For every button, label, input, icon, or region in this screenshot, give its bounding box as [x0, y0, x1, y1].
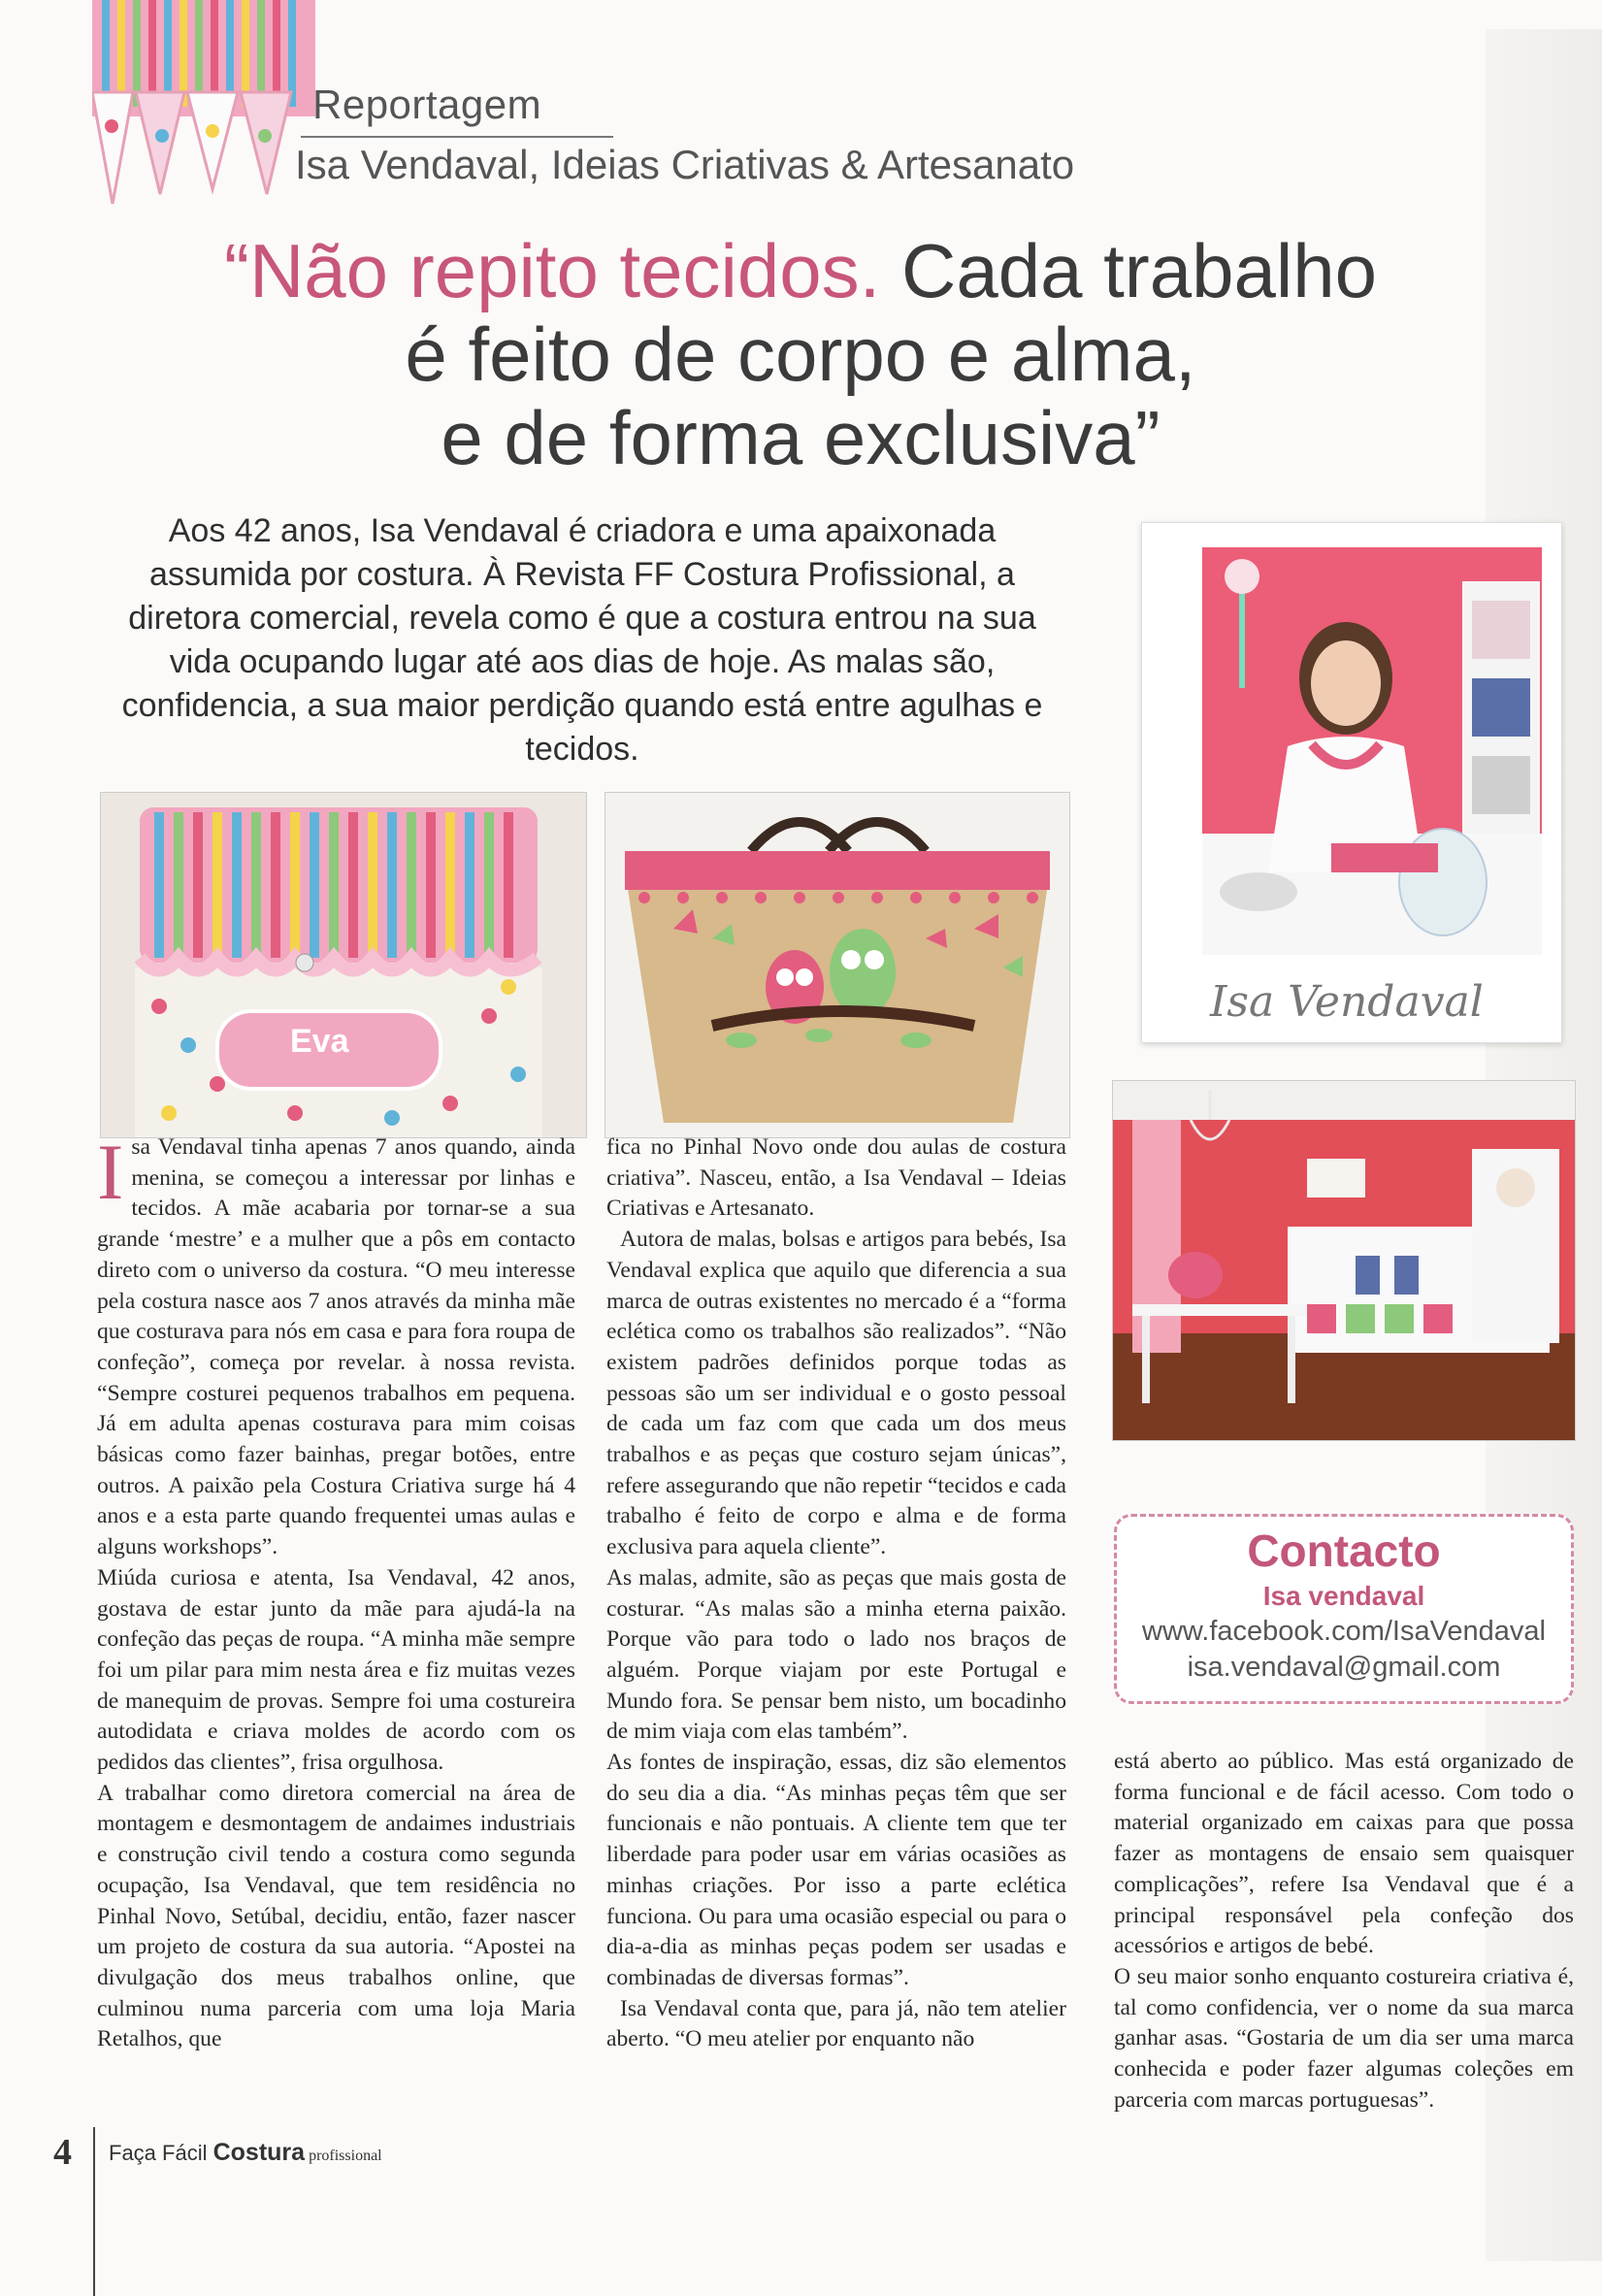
- bag-name-label: Eva: [290, 1023, 349, 1060]
- headline-line3: e de forma exclusiva”: [441, 395, 1161, 480]
- straw-bag-illustration: [605, 793, 1069, 1137]
- contact-box: [1114, 1514, 1574, 1704]
- magazine-suffix: profissional: [305, 2148, 382, 2164]
- section-label: Reportagem: [312, 82, 542, 127]
- footer-divider: [93, 2127, 95, 2296]
- contact-name: Isa vendaval: [1262, 1581, 1425, 1611]
- contact-email-link[interactable]: isa.vendaval@gmail.com: [1187, 1652, 1501, 1683]
- magazine-prefix: Faça Fácil: [109, 2141, 213, 2165]
- photo-straw-bag: [605, 792, 1070, 1138]
- bunting-decoration: [92, 0, 315, 209]
- atelier-room-illustration: [1113, 1081, 1575, 1440]
- contact-facebook-link[interactable]: www.facebook.com/IsaVendaval: [1142, 1616, 1546, 1647]
- col2-paragraph-1: fica no Pinhal Novo onde dou aulas de costura criativa”. Nasceu, então, a Isa Vendaval – Ideias Criativas e Artesanato.: [606, 1134, 1066, 1222]
- col3-paragraph-1: está aberto ao público. Mas está organizado de forma funcional e de fácil acesso. Com todo o material organizado em caixas para que possa fazer as montagens de ensaio sem quaisquer complicações”, refere Isa Vendaval que é a principal responsável pela confeção dos acessórios e artigos de bebé.: [1114, 1749, 1574, 1959]
- col2-paragraph-4: As fontes de inspiração, essas, diz são elementos do seu dia a dia. “As minhas peças têm que ser funcionais e não pontuais. A cliente tem que ter liberdade para poder usar em várias ocasiões as minhas criações. Por isso a parte eclética funciona. Ou para uma ocasião especial ou para o dia-a-dia as minhas peças podem ser usadas e combinadas de diversas formas”.: [606, 1750, 1066, 1990]
- section-divider: [301, 136, 613, 138]
- magazine-name: [109, 2139, 382, 2167]
- dropcap: I: [97, 1128, 124, 1216]
- article-column-3: [1114, 1747, 1574, 2116]
- photo-patchwork-bag: [100, 792, 587, 1138]
- col2-paragraph-5: Isa Vendaval conta que, para já, não tem atelier aberto. “O meu atelier por enquanto não: [606, 1995, 1066, 2052]
- headline: [97, 229, 1504, 479]
- col1-paragraph-3: A trabalhar como diretora comercial na área de montagem e desmontagem de andaimes industriais e construção civil tendo a costura como segunda ocupação, Isa Vendaval, que tem residência no Pinhal Novo, Setúbal, decidiu, então, fazer nascer um projeto de costura da sua autoria. “Apostei na divulgação dos meus trabalhos online, que culminou numa parceria com uma loja Maria Retalhos, que: [97, 1780, 575, 2052]
- col3-paragraph-2: O seu maior sonho enquanto costureira criativa é, tal como confidencia, ver o nome da sua marca ganhar asas. “Gostaria de um dia ser uma marca conhecida e poder fazer algumas coleções em parceria com marcas portuguesas”.: [1114, 1963, 1574, 2113]
- photo-atelier-room: [1112, 1080, 1576, 1441]
- page-number: 4: [53, 2132, 72, 2173]
- photo-portrait: [1141, 522, 1562, 1043]
- col1-paragraph-1: sa Vendaval tinha apenas 7 anos quando, ainda menina, se começou a interessar por linhas e tecidos. A mãe acabaria por tornar-se a sua grande ‘mestre’ e a mulher que a pôs em contacto direto com o universo da costura. “O meu interesse pela costura nasce aos 7 anos através da minha mãe que costurava para nós em casa e para fora roupa de confeção”, começa por revelar. à nossa revista. “Sempre costurei pequenos trabalhos em pequena. Já em adulta apenas costurava para mim coisas básicas como fazer bainhas, pregar botões, entre outros. A paixão pela Costura Criativa surge há 4 anos e a esta parte quando frequentei umas aulas e alguns workshops”.: [97, 1134, 575, 1560]
- headline-line1: Cada trabalho: [880, 228, 1378, 313]
- col2-paragraph-2: Autora de malas, bolsas e artigos para bebés, Isa Vendaval explica que aquilo que diferencia a sua marca de outras existentes no mercado é a “forma eclética como os trabalhos são realizados”. “Não existem padrões definidos porque todas as pessoas são um ser individual e o gosto pessoal de cada um faz com que cada um dos meus trabalhos e as peças que costuro sejam únicas”, refere assegurando que não repetir “tecidos e cada trabalho é feito de corpo e alma e de forma exclusiva para aquela cliente”.: [606, 1227, 1066, 1560]
- col1-paragraph-2: Miúda curiosa e atenta, Isa Vendaval, 42 anos, gostava de estar junto da mãe para ajudá-la na confeção das peças de roupa. “A minha mãe sempre foi um pilar para mim nesta área e fiz muitas vezes de manequim de provas. Sempre foi uma costureira autodidata e criava moldes de acordo com os pedidos das clientes”, frisa orgulhosa.: [97, 1564, 575, 1776]
- article-column-1: [97, 1128, 575, 2055]
- portrait-signature: Isa Vendaval: [1210, 977, 1484, 1027]
- headline-line2: é feito de corpo e alma,: [405, 312, 1196, 397]
- lead-paragraph: Aos 42 anos, Isa Vendaval é criadora e uma apaixonada assumida por costura. À Revista FF Costura Profissional, a diretora comercial, revela como é que a costura entrou na sua vida ocupando lugar até aos dias de hoje. As malas são, confidencia, a sua maior perdição quando está entre agulhas e tecidos.: [121, 512, 1043, 768]
- portrait-illustration: [1142, 523, 1561, 1042]
- contact-title: Contacto: [1247, 1525, 1441, 1576]
- section-subtitle: Isa Vendaval, Ideias Criativas & Artesanato: [295, 142, 1075, 187]
- patchwork-bag-illustration: [101, 793, 586, 1137]
- col2-paragraph-3: As malas, admite, são as peças que mais gosta de costurar. “As malas são a minha eterna paixão. Porque vão para todo o lado nos braços de alguém. Porque viajam por este Portugal e Mundo fora. Se pensar bem nisto, um bocadinho de mim viaja com elas também”.: [606, 1564, 1066, 1745]
- headline-highlight: “Não repito tecidos.: [223, 228, 881, 313]
- magazine-bold: Costura: [213, 2139, 306, 2166]
- article-column-2: [606, 1132, 1066, 2055]
